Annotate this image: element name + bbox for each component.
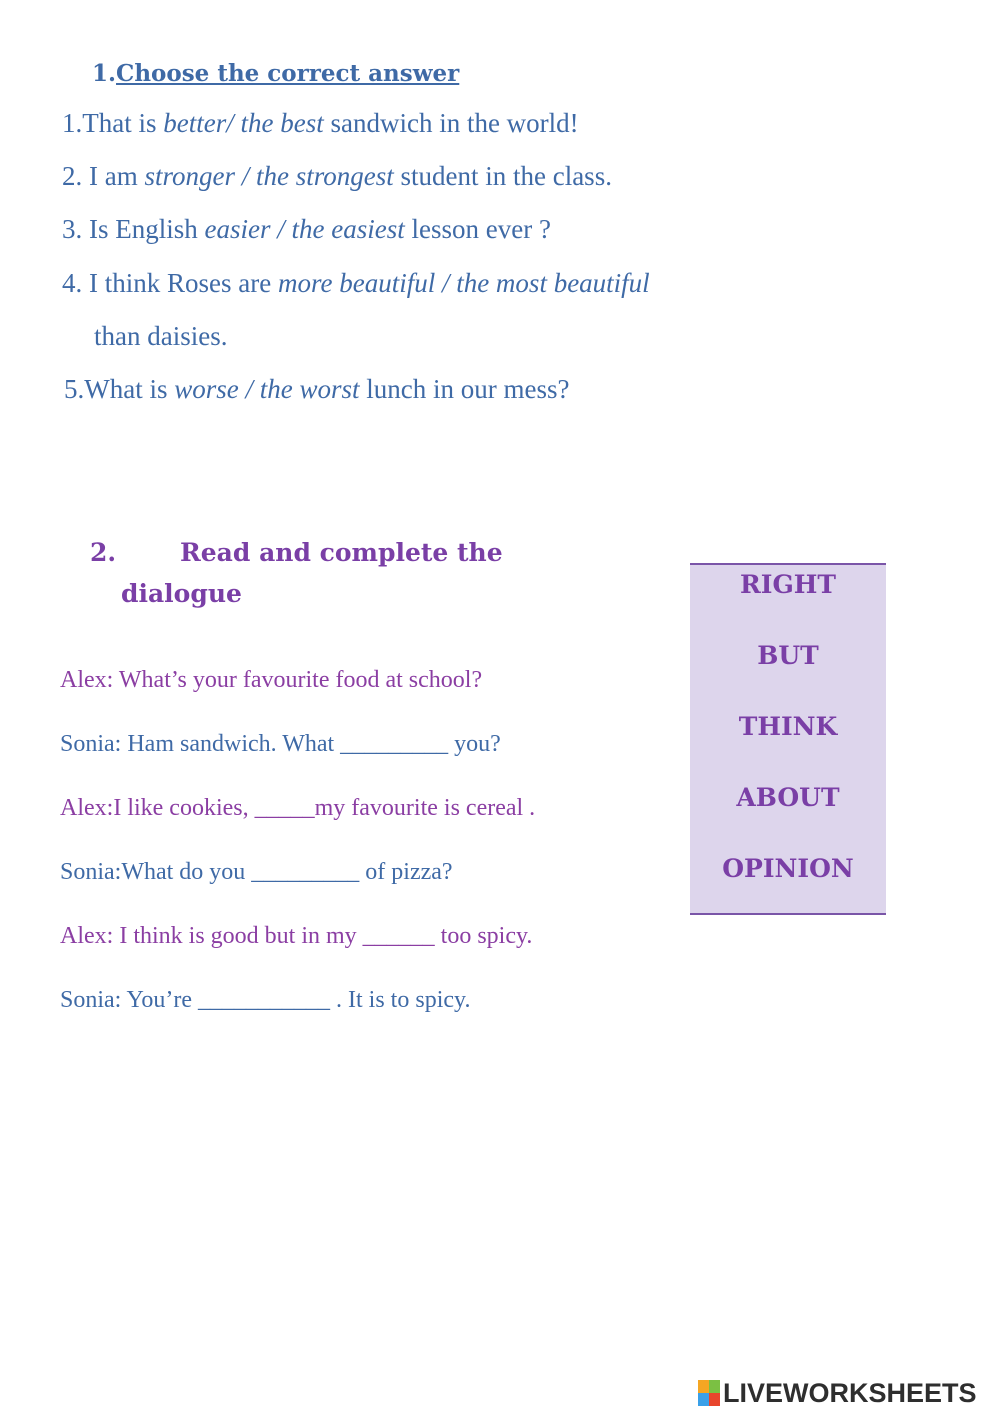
liveworksheets-logo-icon [698,1380,720,1406]
question-text: 5.What is [64,374,175,404]
question-text: 1.That is [62,108,164,138]
question-4 [62,268,650,299]
section-2-number: 2. [90,538,117,567]
answer-options[interactable]: more beautiful / the most beautiful [277,268,650,298]
dialogue-line-sonia[interactable]: Sonia: Ham sandwich. What _________ you? [60,731,501,757]
word-bank-item: RIGHT [739,570,837,599]
dialogue-line-sonia[interactable]: Sonia: You’re ___________ . It is to spicy. [60,987,471,1013]
section-1-number: 1. [92,60,117,87]
dialogue-line-sonia[interactable]: Sonia:What do you _________ of pizza? [60,859,453,885]
question-text: sandwich in the world! [323,108,579,138]
question-text: lunch in our mess? [359,374,570,404]
answer-options[interactable]: better/ the best [163,108,324,138]
question-1 [62,108,579,139]
section-2-title-line2: dialogue [121,579,242,608]
question-text: than daisies. [94,321,228,351]
word-bank-box [690,563,886,915]
question-3 [62,214,551,245]
question-4-continued [94,321,227,352]
logo-text: LIVEWORKSHEETS [723,1377,977,1408]
dialogue-line-alex[interactable]: Alex:I like cookies, _____my favourite is cereal . [60,795,536,821]
section-1-heading [92,60,459,87]
answer-options[interactable]: worse / the worst [174,374,360,404]
word-bank-item: OPINION [722,854,854,883]
word-bank-item: BUT [757,641,819,670]
word-bank-item: THINK [738,712,838,741]
answer-options[interactable]: stronger / the strongest [144,161,394,191]
question-text: 4. I think Roses are [62,268,278,298]
question-2 [62,161,612,192]
question-5 [64,374,569,405]
question-text: lesson ever ? [404,214,551,244]
section-2-title-line1: Read and complete the [180,538,503,567]
answer-options[interactable]: easier / the easiest [204,214,405,244]
liveworksheets-logo[interactable] [698,1378,977,1408]
dialogue-line-alex[interactable]: Alex: I think is good but in my ______ too spicy. [60,923,533,949]
question-text: 2. I am [62,161,145,191]
question-text: 3. Is English [62,214,205,244]
dialogue-line-alex: Alex: What’s your favourite food at school? [60,667,483,693]
word-bank-item: ABOUT [736,783,840,812]
question-text: student in the class. [393,161,612,191]
section-1-title: Choose the correct answer [116,60,460,87]
